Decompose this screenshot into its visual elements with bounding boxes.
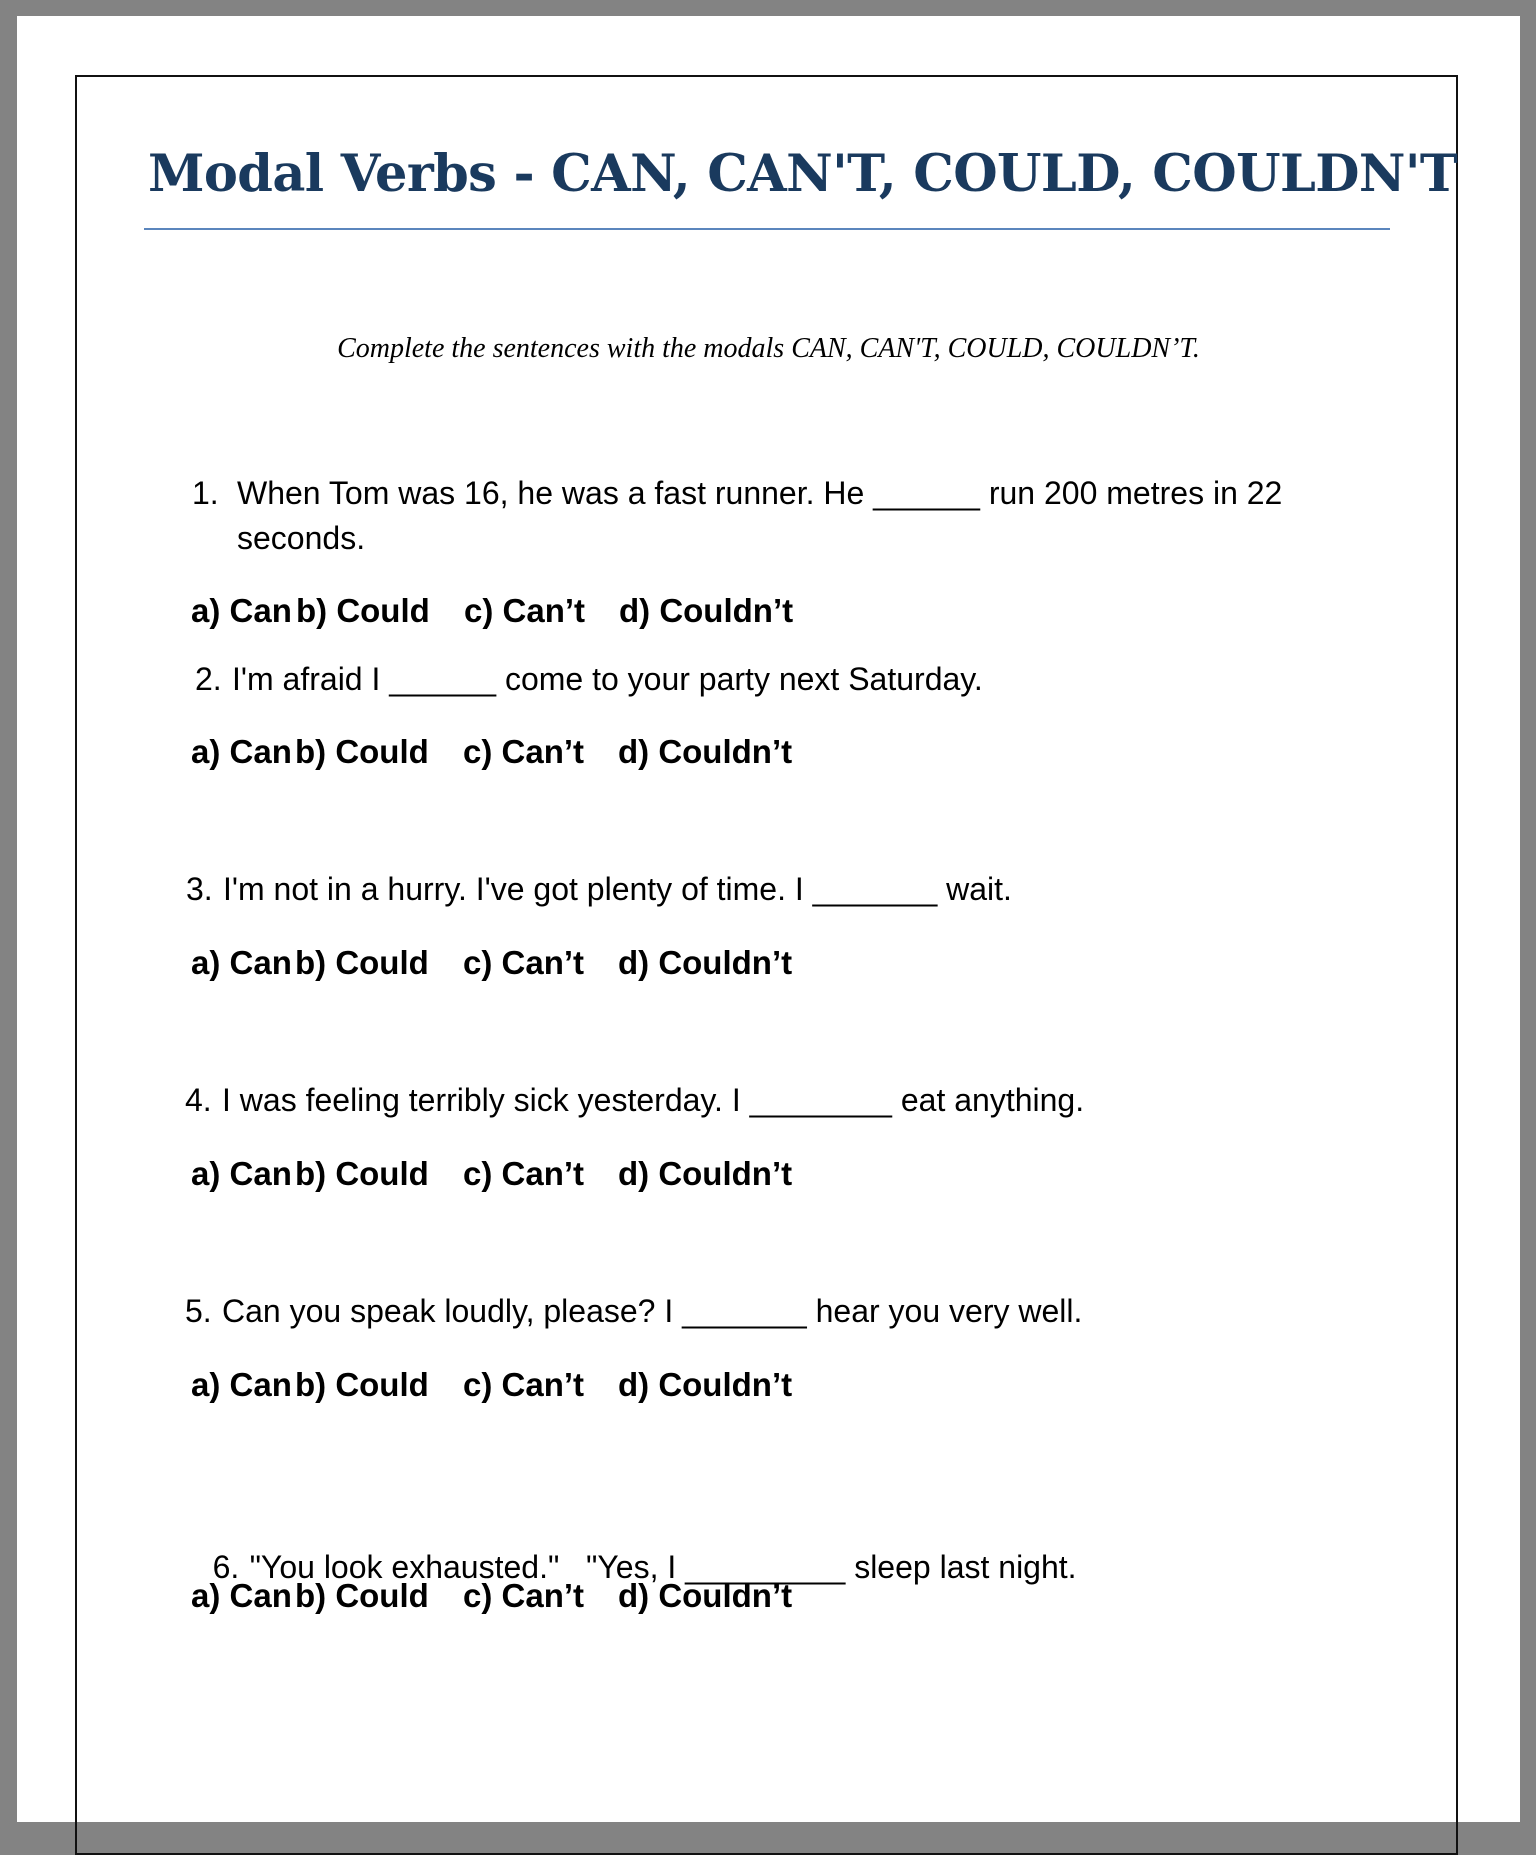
option-d[interactable]: d) Couldn’t [618, 1366, 793, 1403]
option-a[interactable]: a) Can [191, 1155, 292, 1192]
option-c[interactable]: c) Can’t [463, 1155, 585, 1192]
answer-options-1 [191, 591, 793, 631]
option-a[interactable]: a) Can [191, 1366, 292, 1403]
question-number: 1. [192, 475, 219, 511]
question-text: "You look exhausted." "Yes, I _________ sleep last night. [249, 1549, 1077, 1585]
page-title: Modal Verbs - CAN, CAN'T, COULD, COULDN'T [148, 144, 1458, 204]
title-underline [144, 228, 1390, 230]
option-c[interactable]: c) Can’t [464, 592, 586, 629]
answer-options-5 [191, 1365, 792, 1405]
option-a[interactable]: a) Can [191, 733, 292, 770]
option-c[interactable]: c) Can’t [463, 733, 585, 770]
option-b[interactable]: b) Could [295, 733, 429, 770]
option-d[interactable]: d) Couldn’t [618, 1155, 793, 1192]
option-d[interactable]: d) Couldn’t [618, 733, 793, 770]
question-5 [185, 1289, 1082, 1334]
option-c[interactable]: c) Can’t [463, 1366, 585, 1403]
question-text: I'm not in a hurry. I've got plenty of time. I _______ wait. [223, 871, 1012, 907]
worksheet-page [17, 16, 1520, 1822]
answer-options-4 [191, 1154, 792, 1194]
option-b[interactable]: b) Could [295, 1155, 429, 1192]
question-4 [185, 1078, 1084, 1123]
option-a[interactable]: a) Can [191, 592, 292, 629]
question-text: I'm afraid I ______ come to your party next Saturday. [232, 661, 983, 697]
option-b[interactable]: b) Could [295, 1366, 429, 1403]
option-a[interactable]: a) Can [191, 1577, 292, 1614]
option-c[interactable]: c) Can’t [463, 944, 585, 981]
option-b[interactable]: b) Could [295, 1577, 429, 1614]
option-b[interactable]: b) Could [296, 592, 430, 629]
option-c[interactable]: c) Can’t [463, 1577, 585, 1614]
question-number: 3. [186, 871, 213, 907]
instruction-text: Complete the sentences with the modals CAN, CAN'T, COULD, COULDN’T. [337, 333, 1200, 364]
question-3 [186, 867, 1012, 912]
question-text: Can you speak loudly, please? I _______ hear you very well. [222, 1293, 1083, 1329]
question-number: 2. [195, 661, 222, 697]
answer-options-2 [191, 732, 792, 772]
answer-options-6 [191, 1576, 792, 1616]
question-number: 4. [185, 1082, 212, 1118]
question-text: I was feeling terribly sick yesterday. I ________ eat anything. [222, 1082, 1085, 1118]
option-d[interactable]: d) Couldn’t [618, 944, 793, 981]
option-a[interactable]: a) Can [191, 944, 292, 981]
question-number: 6. [212, 1549, 240, 1585]
question-number: 5. [185, 1293, 212, 1329]
question-2 [195, 657, 983, 702]
option-d[interactable]: d) Couldn’t [619, 592, 794, 629]
question-1 [192, 471, 1382, 561]
option-b[interactable]: b) Could [295, 944, 429, 981]
question-text: When Tom was 16, he was a fast runner. He ______ run 200 metres in 22 seconds. [237, 475, 1283, 556]
answer-options-3 [191, 943, 792, 983]
option-d[interactable]: d) Couldn’t [618, 1577, 793, 1614]
